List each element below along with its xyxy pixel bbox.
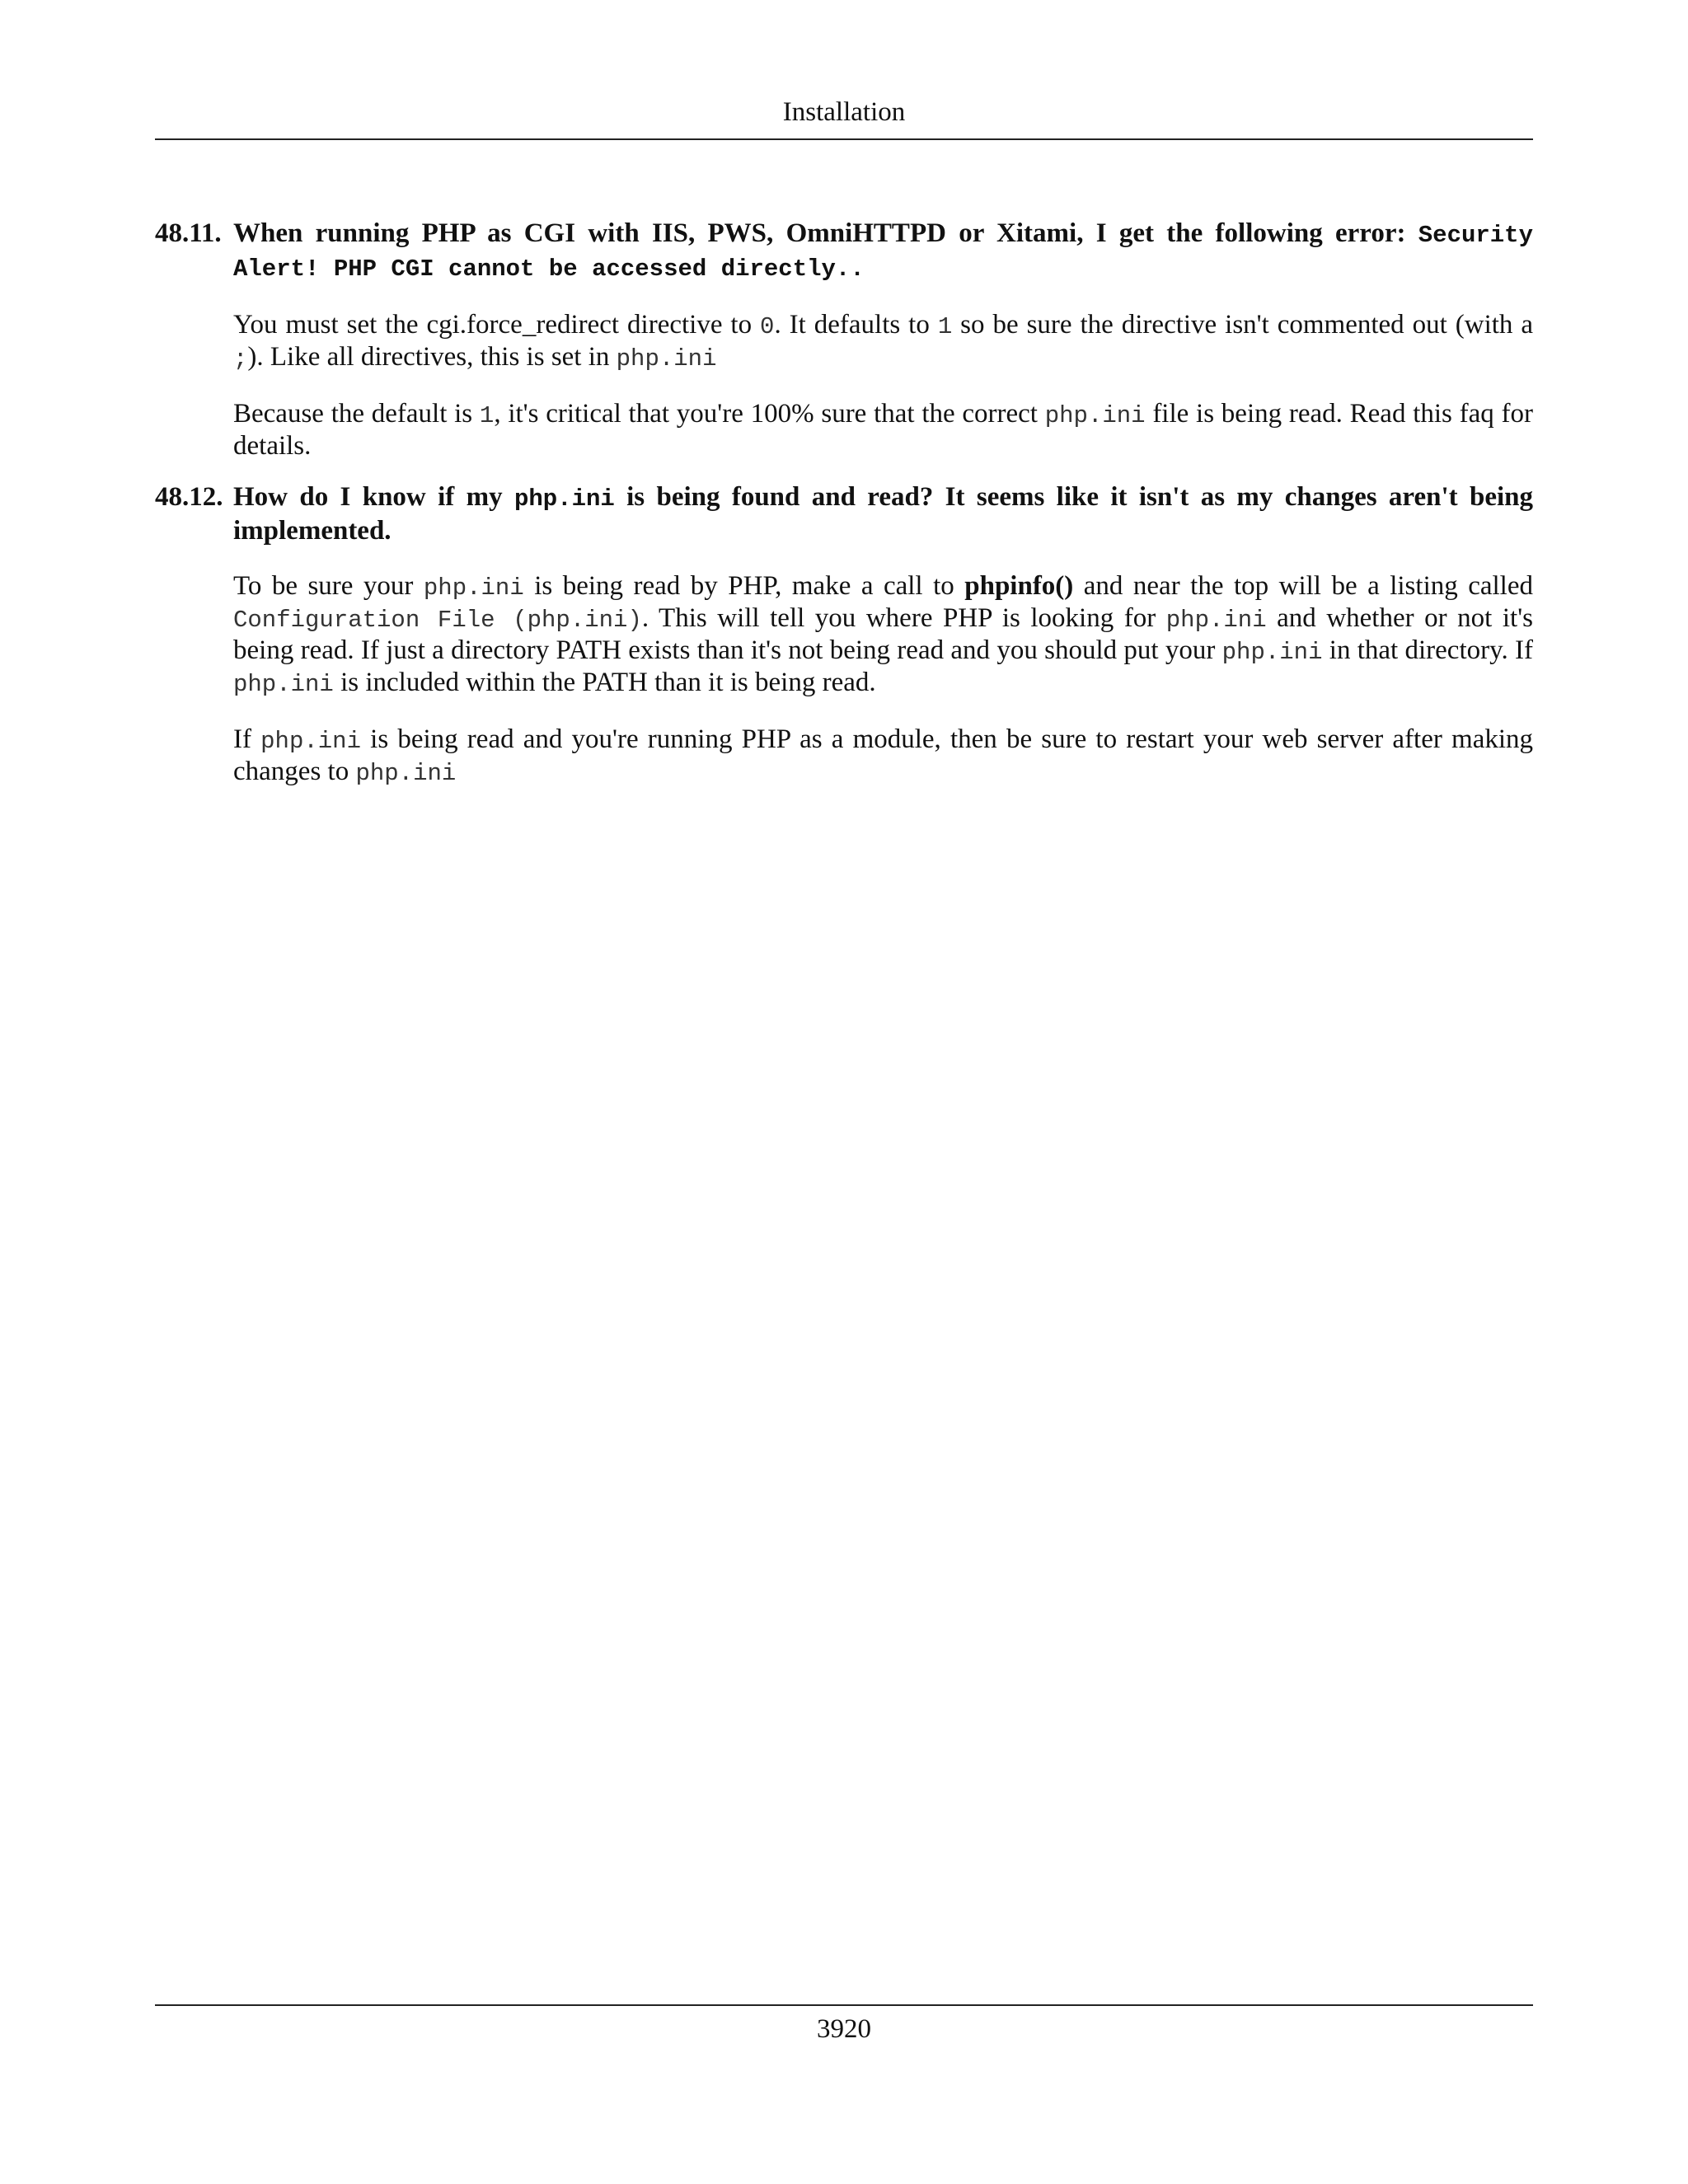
faq-content [155,218,1533,808]
faq-item-48-12 [155,481,1533,789]
faq-item-48-11 [155,218,1533,462]
function-name: phpinfo() [964,571,1074,601]
question-text: How do I know if my php.ini is being found and read? It seems like it isn't as my changes aren't being implemented. [233,482,1533,546]
inline-code: php.ini [423,574,524,602]
page-footer [155,2004,1533,2049]
question-number: 48.12. [155,482,223,512]
answer-48-12 [233,571,1533,789]
question-48-12 [155,481,1533,546]
question-48-11 [155,218,1533,285]
page-header [155,92,1533,140]
inline-code: 1 [479,402,495,429]
inline-code: 0 [760,313,775,340]
answer-paragraph: If php.ini is being read and you're running PHP as a module, then be sure to restart your web server after making changes to php.ini [233,724,1534,787]
inline-code: Configuration File (php.ini) [233,607,642,634]
question-text [233,218,1533,285]
inline-code: php.ini [1044,402,1146,429]
header-title: Installation [782,97,906,127]
answer-48-11 [233,310,1533,462]
inline-code: php.ini [260,728,361,755]
answer-paragraph: Because the default is 1, it's critical that you're 100% sure that the correct php.ini file is being read. Read this faq for details. [233,399,1534,461]
answer-paragraph: You must set the cgi.force_redirect directive to 0. It defaults to 1 so be sure the directive isn't commented out (with a ;). Like all directives, this is set in php.ini [233,310,1533,373]
error-message-code: Security Alert! PHP CGI cannot be accessed directly.. [233,222,1533,283]
inline-code: php.ini [616,345,717,373]
inline-code: ; [233,345,248,373]
inline-code: php.ini [355,760,457,787]
question-text-part: When running PHP as CGI with IIS, PWS, OmniHTTPD or Xitami, I get the following error: [233,218,1406,248]
inline-code: 1 [937,313,953,340]
page-number: 3920 [817,2014,871,2044]
inline-code: php.ini [1221,639,1323,666]
inline-code: php.ini [1165,607,1267,634]
inline-code: php.ini [513,485,615,513]
question-number: 48.11. [155,218,222,248]
answer-paragraph: To be sure your php.ini is being read by PHP, make a call to phpinfo() and near the top will be a listing called Configuration File (php.ini). This will tell you where PHP is looking for php.ini and whether or not it's being read. If just a directory PATH exists than it's not being read and you should put your php.ini in that directory. If php.ini is included within the PATH than it is being read. [233,571,1533,698]
inline-code: php.ini [233,671,334,698]
